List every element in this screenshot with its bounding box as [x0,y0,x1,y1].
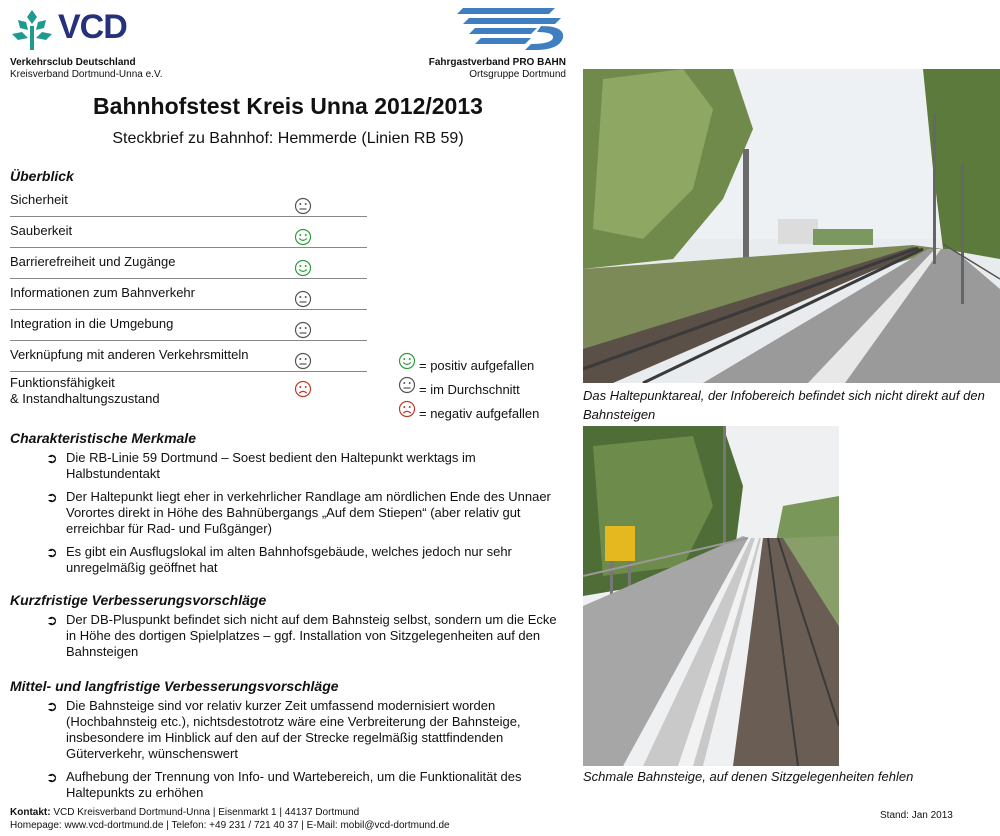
list-item [10,489,566,537]
overview-label: Verknüpfung mit anderen Verkehrsmitteln [10,347,249,362]
station-photo-1 [583,69,1000,383]
footer-contact-label: Kontakt: [10,807,51,818]
overview-row [10,217,367,248]
positive-face-icon [294,259,312,277]
probahn-org-sub: Ortsgruppe Dortmund [469,69,566,80]
footer-contact [10,807,359,818]
legend-label: = negativ aufgefallen [419,406,540,421]
overview-label: Barrierefreiheit und Zugänge [10,254,176,269]
positive-face-icon [398,352,416,370]
list-item [10,612,566,660]
list-item-text: Der DB-Pluspunkt befindet sich nicht auf dem Bahnsteig selbst, sondern um die Ecke in Höhe des dortigen Spielplatzes – ggf. Installation von Sitzgelegenheiten auf den Bahnsteigen [66,612,557,659]
footer-contact-text: VCD Kreisverband Dortmund-Unna | Eisenmarkt 1 | 44137 Dortmund [53,807,360,818]
probahn-logo-icon [455,4,567,52]
neutral-face-icon [294,321,312,339]
page-subtitle: Steckbrief zu Bahnhof: Hemmerde (Linien RB 59) [112,130,464,147]
overview-row [10,279,367,310]
list-item [10,769,566,801]
overview-row [10,248,367,279]
right-arrow-icon: ➲ [46,612,58,628]
right-arrow-icon: ➲ [46,450,58,466]
page-title: Bahnhofstest Kreis Unna 2012/2013 [93,93,483,119]
legend-label: = positiv aufgefallen [419,358,535,373]
neutral-face-icon [294,290,312,308]
long-term-list [10,698,566,808]
list-item-text: Es gibt ein Ausflugslokal im alten Bahnhofsgebäude, welches jedoch nur sehr unregelmäßig geöffnet hat [66,544,512,575]
overview-table [10,186,367,418]
vcd-org-name: Verkehrsclub Deutschland [10,57,136,68]
neutral-face-icon [398,376,416,394]
right-arrow-icon: ➲ [46,489,58,505]
list-item [10,450,566,482]
negative-face-icon [294,380,312,398]
vcd-logo-text: VCD [58,8,127,46]
right-arrow-icon: ➲ [46,544,58,560]
vcd-logo-icon [10,8,54,52]
list-item-text: Die Bahnsteige sind vor relativ kurzer Zeit umfassend modernisiert worden (Hochbahnsteig etc.), nichtsdestotrotz wäre eine Verbreiterung der Bahnsteige, insbesondere im Hinblick auf den auf der Strecke regelmäßig stattfindenden Güterverkehr, wünschenswert [66,698,521,761]
legend-label: = im Durchschnitt [419,382,520,397]
overview-label: Sauberkeit [10,223,73,238]
photo-caption-1: Das Haltepunktareal, der Infobereich befindet sich nicht direkt auf den Bahnsteigen [583,388,985,422]
short-term-heading: Kurzfristige Verbesserungsvorschläge [10,592,267,608]
right-arrow-icon: ➲ [46,698,58,714]
overview-row [10,186,367,217]
overview-label-line: Funktionsfähigkeit [10,375,115,390]
neutral-face-icon [294,352,312,370]
list-item [10,544,566,576]
probahn-org-name: Fahrgastverband PRO BAHN [428,57,566,68]
characteristics-list [10,450,566,583]
footer-homepage: Homepage: www.vcd-dortmund.de | Telefon: +49 231 / 721 40 37 | E-Mail: mobil@vcd-dortmund.de [10,820,450,831]
footer-stand-date: Stand: Jan 2013 [880,810,953,821]
overview-label: Integration in die Umgebung [10,316,174,331]
vcd-org-sub: Kreisverband Dortmund-Unna e.V. [10,69,163,80]
overview-row [10,310,367,341]
characteristics-heading: Charakteristische Merkmale [10,430,196,446]
overview-label: Sicherheit [10,192,68,207]
photo-caption-2: Schmale Bahnsteige, auf denen Sitzgelegenheiten fehlen [583,769,914,784]
overview-row [10,341,367,372]
long-term-heading: Mittel- und langfristige Verbesserungsvorschläge [10,678,339,694]
station-photo-2 [583,426,839,766]
overview-label: Informationen zum Bahnverkehr [10,285,195,300]
right-arrow-icon: ➲ [46,769,58,785]
overview-heading: Überblick [10,168,74,184]
overview-label [10,375,160,407]
negative-face-icon [398,400,416,418]
short-term-list [10,612,566,667]
overview-label-line: & Instandhaltungszustand [10,391,160,406]
list-item-text: Aufhebung der Trennung von Info- und Wartebereich, um die Funktionalität des Haltepunkts zu erhöhen [66,769,522,800]
list-item [10,698,566,762]
positive-face-icon [294,228,312,246]
list-item-text: Der Haltepunkt liegt eher in verkehrlicher Randlage am nördlichen Ende des Unnaer Vorortes direkt in Höhe des Bahnübergangs „Auf dem Stiepen“ (aber relativ gut erreichbar für Rad- und Fußgänger) [66,489,551,536]
neutral-face-icon [294,197,312,215]
overview-row [10,372,367,418]
list-item-text: Die RB-Linie 59 Dortmund – Soest bedient den Haltepunkt werktags im Halbstundentakt [66,450,476,481]
